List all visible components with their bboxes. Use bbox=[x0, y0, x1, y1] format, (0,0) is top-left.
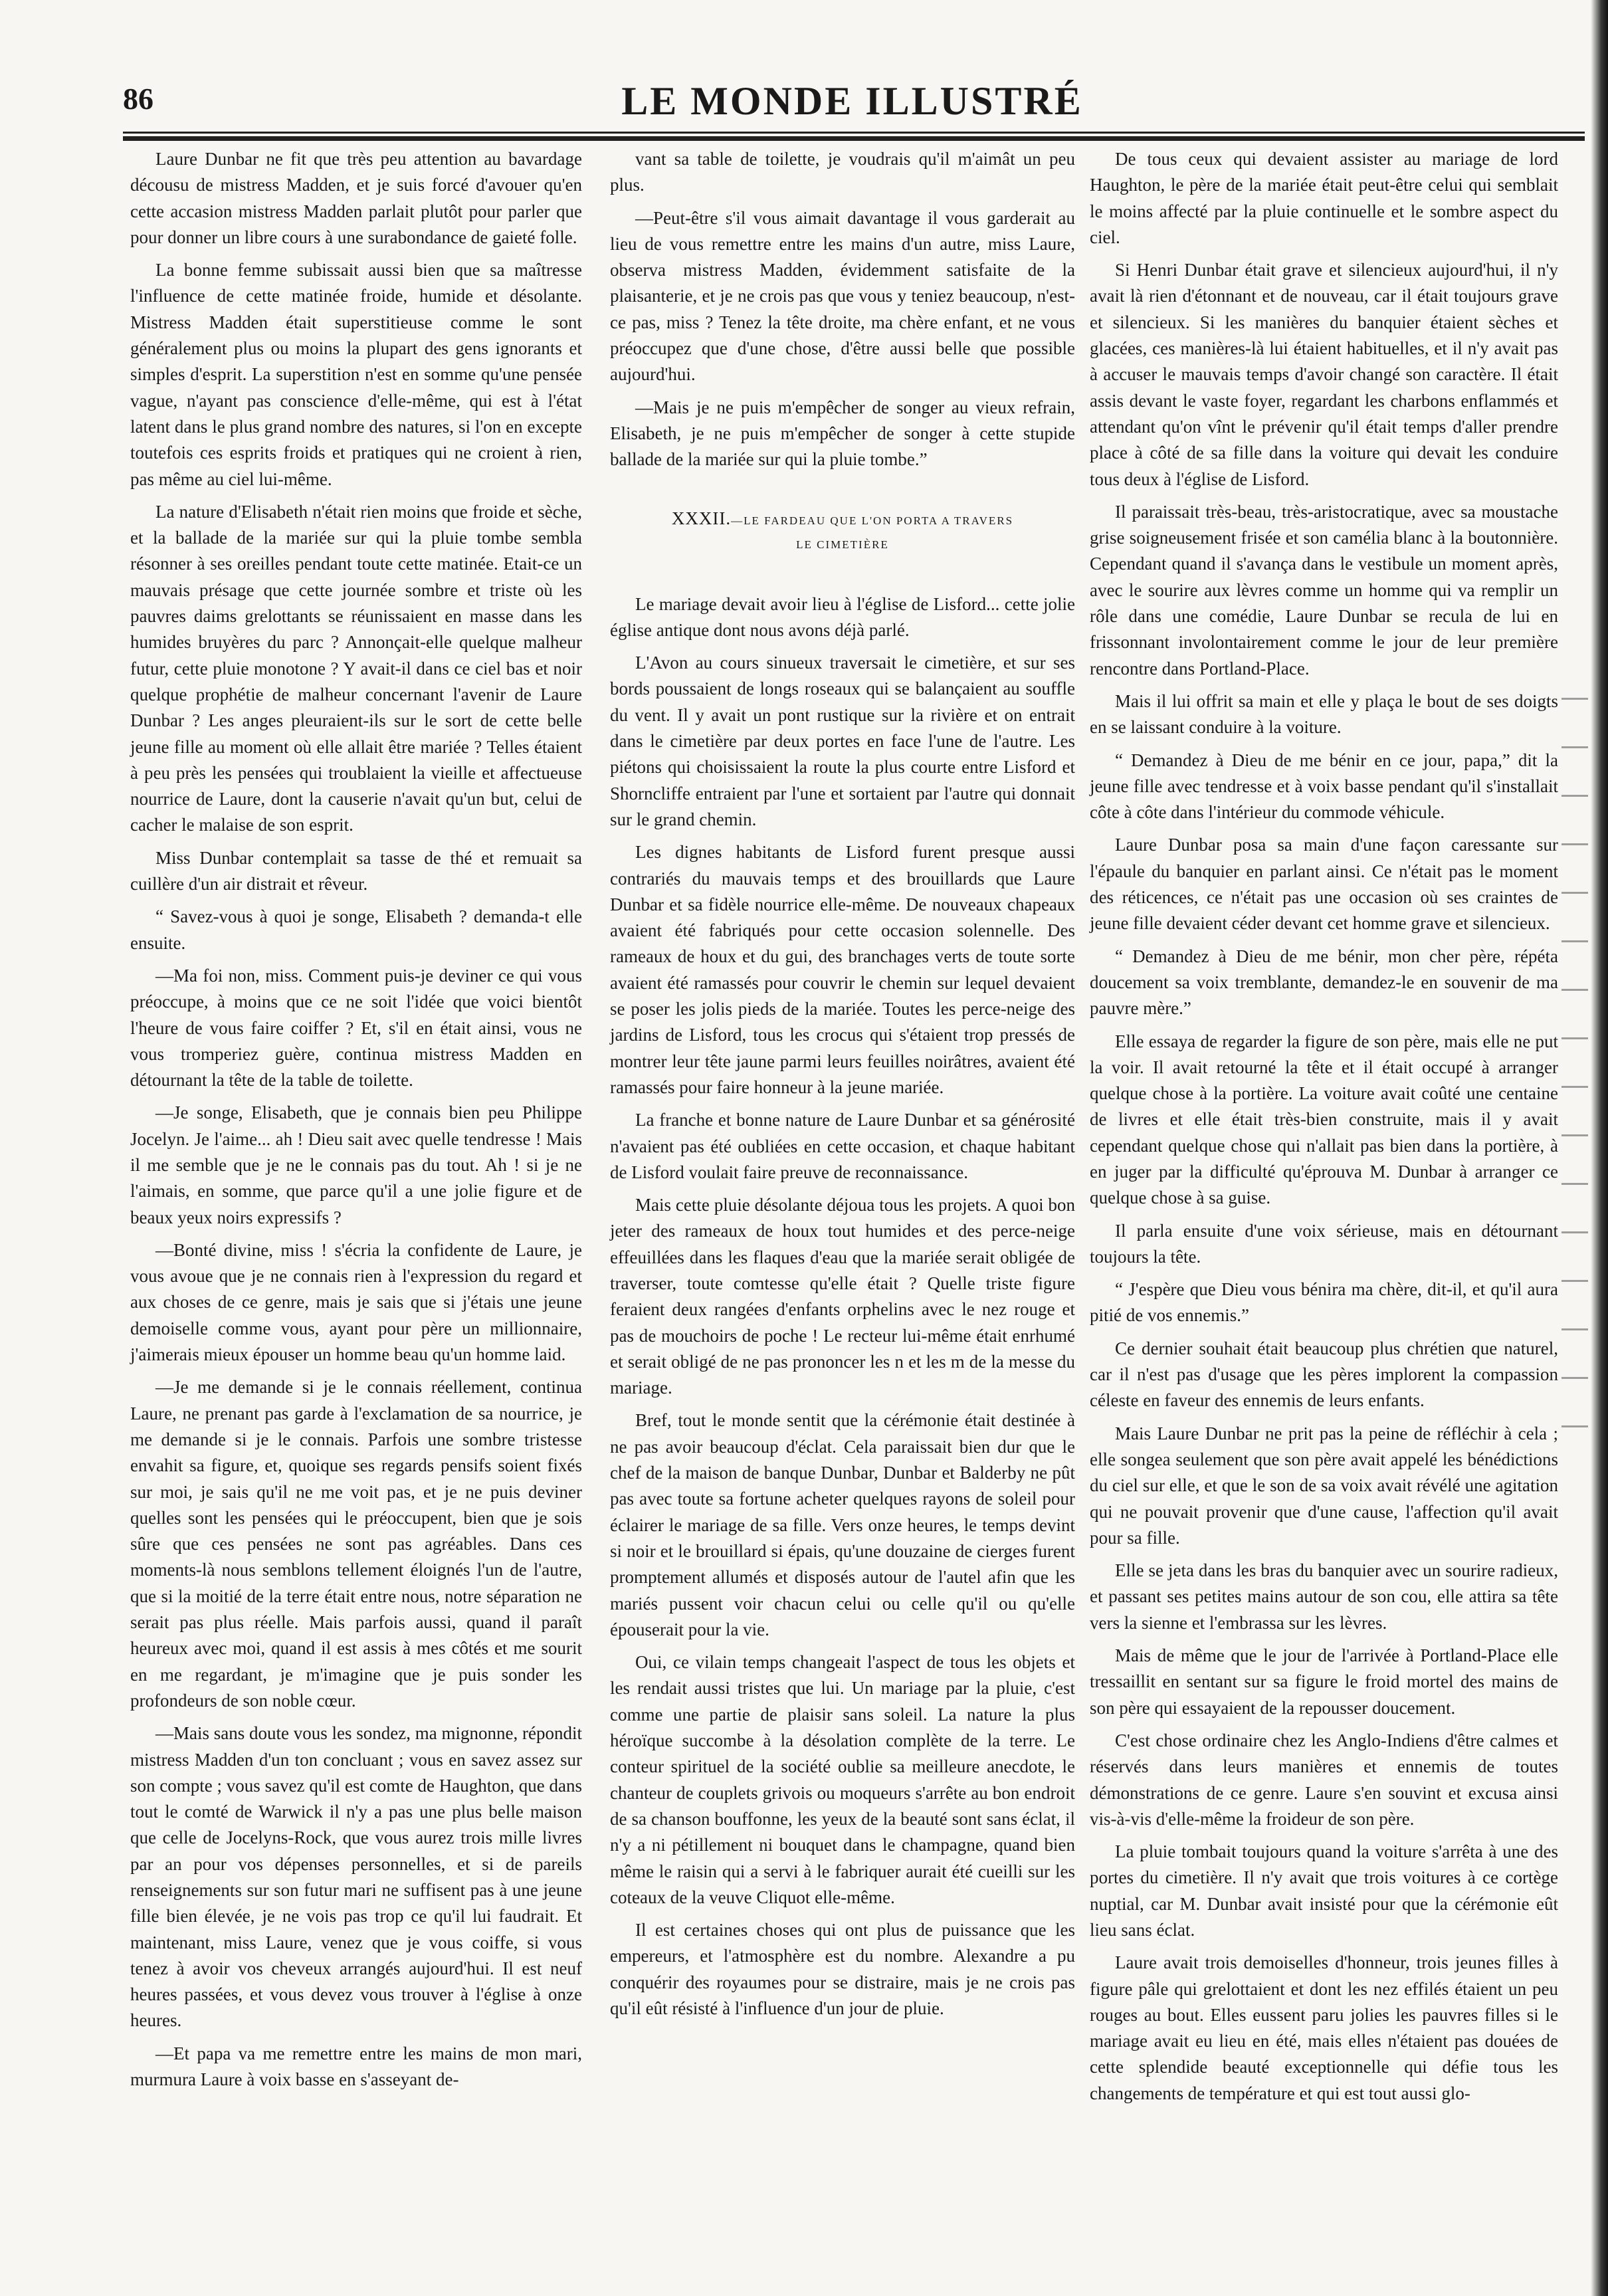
paragraph: —Je me demande si je le connais réellement, continua Laure, ne prenant pas garde à l'exclamation de sa nourrice, je me demande si je le connais. Parfois une sombre tristesse envahit sa figure, et, quoique ses regards pensifs soient fixés sur moi, je sais qu'il ne me voit pas, et je ne puis deviner quelles sont les pensées qui le préoccupent, bien que je sois sûre que ces pensées ne sont pas agréables. Dans ces moments-là nous semblons tellement éloignés l'un de l'autre, que si la moitié de la terre était entre nous, notre séparation ne serait pas plus réelle. Mais parfois aussi, quand il paraît heureux avec moi, quand il est assis à mes côtés et me sourit en me regardant, je m'imagine que je puis sonder les profondeurs de son noble cœur. bbox=[130, 1377, 582, 1711]
chapter-title-line-2: LE CIMETIÈRE bbox=[796, 538, 889, 551]
page-edge-shadow bbox=[1591, 0, 1608, 2296]
column-3 bbox=[1090, 146, 1558, 2113]
masthead-title: LE MONDE ILLUSTRÉ bbox=[621, 79, 1083, 123]
paragraph: Laure Dunbar posa sa main d'une façon caressante sur l'épaule du banquier en parlant ainsi. Ce n'était pas le moment des réticences, ce n'était pas une occasion où ses craintes de jeune fille devaient céder devant cet homme grave et silencieux. bbox=[1090, 835, 1558, 934]
paragraph: Mais de même que le jour de l'arrivée à Portland-Place elle tressaillit en sentant sur sa figure le froid mortel des mains de son père qui essayaient de la repousser doucement. bbox=[1090, 1645, 1558, 1718]
paragraph: Il est certaines choses qui ont plus de puissance que les empereurs, et l'atmosphère est du nombre. Alexandre a pu conquérir des royaumes pour se distraire, mais je ne crois pas qu'il eût résisté à l'influence d'un jour de pluie. bbox=[610, 1920, 1075, 2018]
header-rule-thick bbox=[123, 136, 1585, 141]
paragraph: Mais il lui offrit sa main et elle y plaça le bout de ses doigts en se laissant conduire à la voiture. bbox=[1090, 690, 1558, 738]
paragraph: —Bonté divine, miss ! s'écria la confidente de Laure, je vous avoue que je ne connais rien à l'expression du regard et aux choses de ce genre, mais je sais que si j'étais une jeune demoiselle comme vous, ayant pour père un millionnaire, j'aimerais mieux épouser un homme beau qu'un homme laid. bbox=[130, 1239, 582, 1365]
column-2-text-after bbox=[610, 591, 1075, 2022]
paragraph: —Mais je ne puis m'empêcher de songer au vieux refrain, Elisabeth, je ne puis m'empêcher de songer à cette stupide ballade de la mariée sur qui la pluie tombe.” bbox=[610, 397, 1075, 470]
paragraph: Bref, tout le monde sentit que la cérémonie était destinée à ne pas avoir beaucoup d'éclat. Cela paraissait bien dur que le chef de la maison de banque Dunbar, Dunbar et Balderby ne pût pas avec toute sa fortune acheter quelques rayons de soleil pour éclairer le mariage de sa fille. Vers onze heures, le temps devint si noir et le brouillard si épais, qu'une douzaine de cierges furent promptement allumés et disposés autour de l'autel afin que les mariés pussent voir chacun celui ou celle qu'il ou qu'elle épouserait pour la vie. bbox=[610, 1410, 1075, 1639]
column-1 bbox=[130, 146, 582, 2099]
paragraph: —Ma foi non, miss. Comment puis-je deviner ce qui vous préoccupe, à moins que ce ne soit l'idée que voici bientôt l'heure de vous faire coiffer ? Et, s'il en était ainsi, vous ne vous tromperiez guère, continua mistress Madden en détournant la tête de la table de toilette. bbox=[130, 965, 582, 1091]
paragraph: Mais cette pluie désolante déjoua tous les projets. A quoi bon jeter des rameaux de houx tout humides et des perce-neige effeuillées dans les flaques d'eau que la mariée serait obligée de traverser, toute comtesse qu'elle était ? Quelle triste figure feraient deux rangées d'enfants orphelins avec le nez rouge et pas de mouchoirs de poche ! Le recteur lui-même était enrhumé et serait obligé de ne pas prononcer les n et les m de la messe du mariage. bbox=[610, 1195, 1075, 1398]
paragraph: —Peut-être s'il vous aimait davantage il vous garderait au lieu de vous remettre entre les mains d'un autre, miss Laure, observa mistress Madden, évidemment satisfaite de la plaisanterie, et je ne crois pas que vous y teniez beaucoup, n'est-ce pas, miss ? Tenez la tête droite, ma chère enfant, et ne vous préoccupez que d'une chose, d'être aussi belle que possible aujourd'hui. bbox=[610, 207, 1075, 385]
paragraph: Ce dernier souhait était beaucoup plus chrétien que naturel, car il n'est pas d'usage que les pères implorent la compassion céleste en faveur des ennemis de leurs enfants. bbox=[1090, 1338, 1558, 1411]
chapter-title-line-1: —LE FARDEAU QUE L'ON PORTA A TRAVERS bbox=[731, 514, 1014, 527]
paragraph: Laure Dunbar ne fit que très peu attention au bavardage décousu de mistress Madden, et je suis forcé d'avouer qu'en cette accasion mistress Madden parlait plutôt pour parler que pour donner un libre cours à une surabondance de gaieté folle. bbox=[130, 149, 582, 247]
paragraph: Mais Laure Dunbar ne prit pas la peine de réfléchir à cela ; elle songea seulement que son père avait appelé les bénédictions du ciel sur elle, et que le son de sa voix avait révélé une agitation qui ne pouvait provenir que d'une cause, l'affection qu'il avait pour sa fille. bbox=[1090, 1423, 1558, 1548]
paragraph: “ Demandez à Dieu de me bénir, mon cher père, répéta doucement sa voix tremblante, demandez-le en souvenir de ma pauvre mère.” bbox=[1090, 946, 1558, 1019]
paragraph: La franche et bonne nature de Laure Dunbar et sa générosité n'avaient pas été oubliées en cette occasion, et chaque habitant de Lisford voulait faire preuve de reconnaissance. bbox=[610, 1110, 1075, 1182]
paragraph: La pluie tombait toujours quand la voiture s'arrêta à une des portes du cimetière. Il n'y avait que trois voitures à ce cortège nuptial, car M. Dunbar avait insisté pour que la cérémonie eût lieu sans éclat. bbox=[1090, 1841, 1558, 1940]
paragraph: “ J'espère que Dieu vous bénira ma chère, dit-il, et qu'il aura pitié de vos ennemis.” bbox=[1090, 1279, 1558, 1326]
paragraph: Il paraissait très-beau, très-aristocratique, avec sa moustache grise soigneusement frisée et son camélia blanc à la boutonnière. Cependant quand il s'avança dans le vestibule un moment après, avec le sourire aux lèvres comme un homme qui va remplir un rôle dans une comédie, Laure Dunbar se recula de lui en frissonnant involontairement comme le jour de leur première rencontre dans Portland-Place. bbox=[1090, 501, 1558, 678]
paragraph: Elle se jeta dans les bras du banquier avec un sourire radieux, et passant ses petites mains autour de son cou, elle attira sa tête vers la sienne et l'embrassa sur les lèvres. bbox=[1090, 1560, 1558, 1633]
paragraph: “ Demandez à Dieu de me bénir en ce jour, papa,” dit la jeune fille avec tendresse et à voix basse pendant qu'il s'installait côte à côte dans l'intérieur du commode véhicule. bbox=[1090, 750, 1558, 823]
paragraph: “ Savez-vous à quoi je songe, Elisabeth ? demanda-t elle ensuite. bbox=[130, 906, 582, 953]
paragraph: Oui, ce vilain temps changeait l'aspect de tous les objets et les rendait aussi tristes que lui. Un mariage par la pluie, c'est comme une partie de plaisir sans soleil. La nature la plus héroïque succombe à la désolation complète de la terre. Le conteur spirituel de la société oublie sa meilleure anecdote, le chanteur de couplets grivois ou moqueurs s'arrête au bon endroit de sa chanson bouffonne, les yeux de la beauté sont sans éclat, il n'y a ni pétillement ni bouquet dans le champagne, quand bien même le raisin qui a servi à le fabriquer aurait été cueilli sur les coteaux de la veuve Cliquot elle-même. bbox=[610, 1652, 1075, 1907]
paragraph: Laure avait trois demoiselles d'honneur, trois jeunes filles à figure pâle qui grelottaient et dont les nez effilés étaient un peu rouges au bout. Elles eussent paru jolies les pauvres filles si le mariage avait eu lieu en été, mais elles n'étaient pas douées de cette splendide beauté exceptionnelle qui défie tous les changements de température et qui est tout aussi glo- bbox=[1090, 1952, 1558, 2103]
column-2 bbox=[610, 146, 1075, 2028]
paragraph: Elle essaya de regarder la figure de son père, mais elle ne put la voir. Il avait retourné la tête et il était occupé à arranger quelque chose à la portière. La voiture avait coûté une centaine de livres et elle était très-bien construite, mais il y avait cependant quelque chose qui n'allait pas bien dans la portière, à en juger par la difficulté qu'éprouva M. Dunbar à arranger ce quelque chose à sa guise. bbox=[1090, 1031, 1558, 1208]
page-edge-shadow-lines bbox=[1561, 651, 1588, 1449]
chapter-heading bbox=[610, 508, 1075, 556]
paragraph: Les dignes habitants de Lisford furent presque aussi contrariés du mauvais temps et des brouillards que Laure Dunbar et sa fidèle nourrice elle-même. De nouveaux chapeaux avaient été fabriqués pour cette occasion solennelle. Des rameaux de houx et du gui, des branchages verts de toute sorte avaient été ramassés pour couvrir le chemin sur lequel devaient se poser les jolis pieds de la mariée. Toutes les perce-neige des jardins de Lisford, tous les crocus qui s'étaient trop pressés de montrer leur tête jaune parmi leurs feuilles noirâtres, avaient été ramassés pour faire honneur à la jeune mariée. bbox=[610, 842, 1075, 1097]
paragraph: La nature d'Elisabeth n'était rien moins que froide et sèche, et la ballade de la mariée sur qui la pluie tombe sembla résonner à ses oreilles pendant toute cette matinée. Etait-ce un mauvais présage que cette journée sombre et triste où les pauvres daims grelottants se réunissaient en masse dans les humides bruyères du parc ? Annonçait-elle quelque malheur futur, cette pluie monotone ? Y avait-il dans ce ciel bas et noir quelque prophétie de malheur concernant l'avenir de Laure Dunbar ? Les anges pleuraient-ils sur le sort de cette belle jeune fille au moment où elle allait être mariée ? Telles étaient à peu près les pensées qui troublaient la vieille et affectueuse nourrice de Laure, dont la causerie n'avait qu'un but, celui de cacher le malaise de son esprit. bbox=[130, 501, 582, 835]
paragraph: —Mais sans doute vous les sondez, ma mignonne, répondit mistress Madden d'un ton concluant ; vous en savez assez sur son compte ; vous savez qu'il est comte de Haughton, que dans tout le comté de Warwick il n'y a pas une plus belle maison que celle de Jocelyns-Rock, que vous aurez trois mille livres par an pour vos dépenses personnelles, et si de pareils renseignements sur son futur mari ne suffisent pas à une jeune fille bien élevée, je ne vois pas trop ce qu'il lui faudrait. Et maintenant, miss Laure, venez que je vous coiffe, si vous tenez à avoir vos cheveux arrangés aujourd'hui. Il est neuf heures passées, et vous devez vous trouver à l'église à onze heures. bbox=[130, 1723, 582, 2031]
chapter-number: XXXII. bbox=[671, 508, 732, 528]
page-header bbox=[123, 78, 1581, 132]
paragraph: La bonne femme subissait aussi bien que sa maîtresse l'influence de cette matinée froide, humide et désolante. Mistress Madden était superstitieuse comme le sont généralement plus ou moins la plupart des gens ignorants et simples d'esprit. La superstition n'est en somme qu'une pensée vague, n'ayant pas conscience d'elle-même, qui est à l'état latent dans le plus grand nombre des natures, si l'on en excepte toutefois ces esprits froids et pratiques qui ne croient à rien, pas même au ciel lui-même. bbox=[130, 260, 582, 489]
paragraph: L'Avon au cours sinueux traversait le cimetière, et sur ses bords poussaient de longs roseaux qui se balançaient au souffle du vent. Il y avait un pont rustique sur la rivière et on entrait dans le cimetière par deux portes en face l'une de l'autre. Les piétons qui choisissaient la route la plus courte entre Lisford et Shorncliffe entraient par l'une et sortaient par l'autre qui donnait sur le grand chemin. bbox=[610, 653, 1075, 829]
paragraph: —Je songe, Elisabeth, que je connais bien peu Philippe Jocelyn. Je l'aime... ah ! Dieu sait avec quelle tendresse ! Mais il me semble que je ne le connais pas du tout. Ah ! si je ne l'aimais, en somme, que parce qu'il a une jolie figure et de beaux yeux noirs expressifs ? bbox=[130, 1102, 582, 1227]
paragraph: Il parla ensuite d'une voix sérieuse, mais en détournant toujours la tête. bbox=[1090, 1220, 1558, 1267]
paragraph: vant sa table de toilette, je voudrais qu'il m'aimât un peu plus. bbox=[610, 149, 1075, 195]
paragraph: —Et papa va me remettre entre les mains de mon mari, murmura Laure à voix basse en s'asseyant de- bbox=[130, 2043, 582, 2090]
column-2-text-before bbox=[610, 146, 1075, 473]
paragraph: De tous ceux qui devaient assister au mariage de lord Haughton, le père de la mariée était peut-être celui qui semblait le moins affecté par la pluie continuelle et le sombre aspect du ciel. bbox=[1090, 149, 1558, 247]
paragraph: Si Henri Dunbar était grave et silencieux aujourd'hui, il n'y avait là rien d'étonnant et de nouveau, car il était toujours grave et silencieux. Si les manières du banquier étaient sèches et glacées, ces manières-là lui étaient habituelles, et il n'y avait pas à accuser le mauvais temps d'avoir changé son caractère. Il était assis devant le vaste foyer, regardant les charbons enflammés et attendant qu'on vînt le prévenir qu'il était temps d'aller prendre place à côté de sa fille dans la voiture qui devait les conduire tous deux à l'église de Lisford. bbox=[1090, 260, 1558, 489]
page-number: 86 bbox=[123, 82, 153, 116]
paragraph: C'est chose ordinaire chez les Anglo-Indiens d'être calmes et réservés dans leurs manières et ennemis de toutes démonstrations de ce genre. Laure s'en souvint et excusa ainsi vis-à-vis d'elle-même la froideur de son père. bbox=[1090, 1730, 1558, 1829]
header-rule-thin bbox=[123, 132, 1585, 134]
paragraph: Miss Dunbar contemplait sa tasse de thé et remuait sa cuillère d'un air distrait et rêveur. bbox=[130, 847, 582, 894]
paragraph: Le mariage devait avoir lieu à l'église de Lisford... cette jolie église antique dont nous avons déjà parlé. bbox=[610, 593, 1075, 640]
